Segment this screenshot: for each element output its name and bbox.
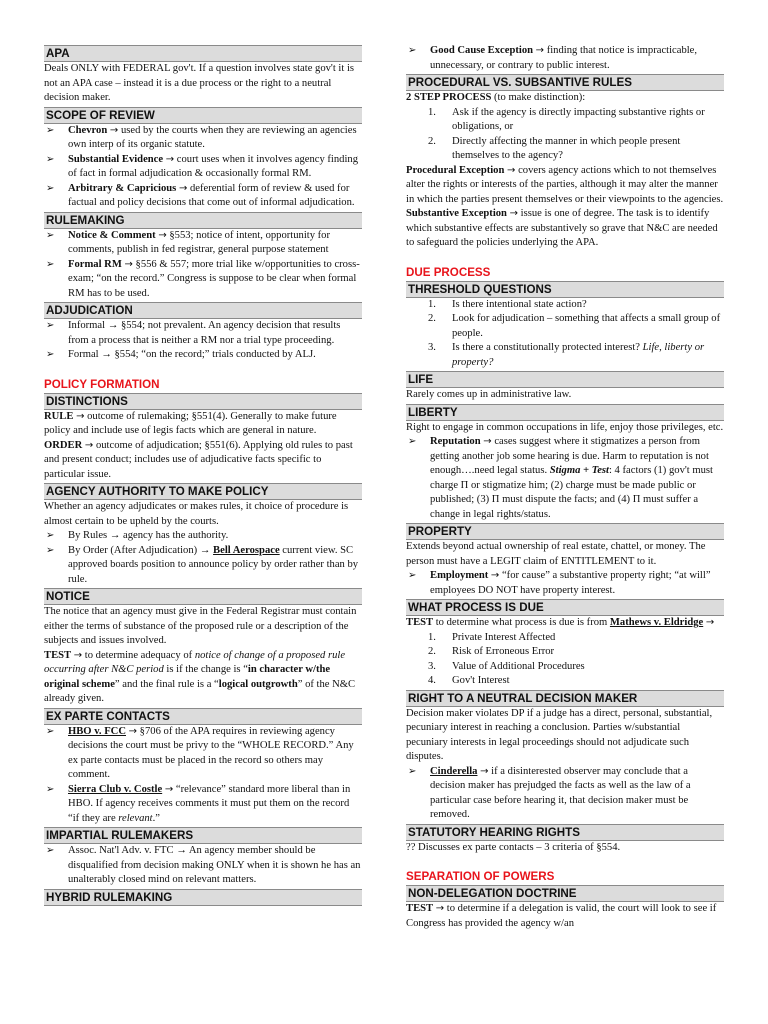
list-item: 1. Private Interest Affected [428, 631, 556, 643]
notice-text: The notice that an agency must give in the Federal Registrar must contain either the terms of substance of the proposed rule or a description of the subjects and issues involved. [44, 606, 357, 646]
section-header-property: PROPERTY [406, 523, 724, 540]
list-item: ➢ Cinderella → if a disinterested observer may conclude that a decision maker has prejudged the facts as well as the law of a particular case before hearing it, that decision maker must be removed. [406, 765, 724, 823]
list-item: 3. Value of Additional Procedures [428, 660, 585, 672]
list-item: ➢ Good Cause Exception → finding that notice is impracticable, unnecessary, or contrary to public interest. [406, 44, 724, 73]
section-header-impartial: IMPARTIAL RULEMAKERS [44, 827, 362, 844]
rulemaking-list [44, 229, 362, 302]
list-item: ➢ Substantial Evidence → court uses when it involves agency finding of fact in formal adjudication & occasionally formal RM. [44, 153, 362, 182]
rule-definition: RULE → outcome of rulemaking; §551(4). Generally to make future policy and include use of legis facts which are general in nature. [44, 410, 337, 436]
liberty-list [406, 435, 724, 522]
section-header-life: LIFE [406, 371, 724, 388]
section-header-distinctions: DISTINCTIONS [44, 393, 362, 410]
list-item: ➢ By Rules → agency has the authority. [44, 529, 362, 544]
liberty-text: Right to engage in common occupations in life, enjoy those privileges, etc. [406, 421, 724, 433]
statutory-text: ?? Discusses ex parte contacts – 3 criteria of §554. [406, 841, 621, 853]
section-header-hybrid: HYBRID RULEMAKING [44, 889, 362, 906]
list-item: ➢ By Order (After Adjudication) → Bell Aerospace current view. SC approved boards position to announce policy by order rather than by rule. [44, 544, 362, 588]
section-header-authority: AGENCY AUTHORITY TO MAKE POLICY [44, 483, 362, 500]
section-header-adjudication: ADJUDICATION [44, 302, 362, 319]
section-header-nondelegation: NON-DELEGATION DOCTRINE [406, 885, 724, 902]
section-header-scope: SCOPE OF REVIEW [44, 107, 362, 124]
section-header-proc-vs-sub: PROCEDURAL VS. SUBSANTIVE RULES [406, 74, 724, 91]
list-item: 3. Is there a constitutionally protected interest? Life, liberty or property? [428, 342, 705, 368]
nondelegation-test: TEST → to determine if a delegation is valid, the court will look to see if Congress has provided the agency w/an [406, 903, 717, 929]
neutral-list [406, 765, 724, 823]
left-column [44, 44, 362, 906]
list-item: ➢ Arbitrary & Capricious → deferential form of review & used for factual and policy decisions that come out of informal adjudication. [44, 182, 362, 211]
list-item: 1. Is there intentional state action? [428, 298, 587, 310]
section-header-what-process: WHAT PROCESS IS DUE [406, 599, 724, 616]
authority-list [44, 529, 362, 587]
right-column [406, 44, 724, 931]
good-cause-list [406, 44, 724, 73]
what-process-test: TEST to determine what process is due is from Mathews v. Eldridge → [406, 617, 715, 628]
authority-text: Whether an agency adjudicates or makes rules, it choice of procedure is almost certain to be upheld by the courts. [44, 501, 349, 527]
apa-text: Deals ONLY with FEDERAL gov't. If a question involves state gov't it is not an APA case – instead it is a due process or the right to a neutral decision maker. [44, 63, 355, 103]
section-header-liberty: LIBERTY [406, 404, 724, 421]
list-item: ➢ Formal RM → §556 & 557; more trial like w/opportunities to cross-exam; “on the record.” Congress is suppose to be clear when formal RM has to be used. [44, 258, 362, 302]
section-header-ex-parte: EX PARTE CONTACTS [44, 708, 362, 725]
list-item: 2. Look for adjudication – something that affects a small group of people. [428, 313, 721, 339]
ex-parte-list [44, 725, 362, 827]
threshold-list [406, 298, 724, 371]
two-step-list [406, 106, 724, 164]
section-title-separation: SEPARATION OF POWERS [406, 870, 555, 883]
list-item: 2. Directly affecting the manner in which people present themselves to the agency? [428, 135, 681, 161]
neutral-text: Decision maker violates DP if a judge has a direct, personal, substantial, pecuniary interest in reaching a conclusion. Parties w/substantial pecuniary interests in legal proceedings should not adjudicate such disputes. [406, 707, 713, 762]
property-text: Extends beyond actual ownership of real estate, chattel, or money. The person must have a LEGIT claim of ENTITLEMENT to it. [406, 541, 706, 567]
list-item: ➢ HBO v. FCC → §706 of the APA requires in reviewing agency decisions the court must be privy to the “WHOLE RECORD.” Any ex parte contacts must be placed in the record so others may comment. [44, 725, 362, 783]
adjudication-list [44, 319, 362, 363]
property-list [406, 569, 724, 598]
order-definition: ORDER → outcome of adjudication; §551(6). Applying old rules to past and present conduct; includes use of adjudicative facts specific to particular issue. [44, 439, 353, 480]
list-item: ➢ Assoc. Nat'l Adv. v. FTC → An agency member should be disqualified from decision making ONLY when it is shown he has an unalterably closed mind on relevant matters. [44, 844, 362, 888]
section-header-neutral: RIGHT TO A NEUTRAL DECISION MAKER [406, 690, 724, 707]
scope-list [44, 124, 362, 211]
two-step-label: 2 STEP PROCESS (to make distinction): [406, 92, 586, 103]
substantive-exception: Substantive Exception → issue is one of degree. The task is to identify which substantive effects are substantively so grave that N&C are needed to safeguard the policies underlying the APA. [406, 208, 718, 248]
list-item: ➢ Notice & Comment → §553; notice of intent, opportunity for comments, publish in fed registrar, general purpose statement [44, 229, 362, 258]
section-header-rulemaking: RULEMAKING [44, 212, 362, 229]
list-item: 2. Risk of Erroneous Error [428, 646, 555, 657]
mathews-factors-list [406, 631, 724, 689]
procedural-exception: Procedural Exception → covers agency actions which to not themselves alter the rights or interests of the parties, although it may alter the manner in which the parties present themselves or their viewpoints to the agencies. [406, 164, 724, 205]
section-title-due-process: DUE PROCESS [406, 265, 491, 279]
life-text: Rarely comes up in administrative law. [406, 389, 572, 400]
section-title-policy-formation: POLICY FORMATION [44, 377, 160, 391]
list-item: ➢ Reputation → cases suggest where it stigmatizes a person from getting another job some hearing is due. Harm to reputation is not enough….need legal status. Stigma + Test: 4 factors (1) gov't must charge Π or stigmatize him; (2) charge must be made public or published; (3) Π must dispute the facts; and (4) Π must suffer a change in legal rights/status. [406, 435, 724, 522]
list-item: 4. Gov't Interest [428, 675, 510, 686]
section-header-apa: APA [44, 45, 362, 62]
list-item: ➢ Employment → “for cause” a substantive property right; “at will” employees DO NOT have property interest. [406, 569, 724, 598]
list-item: ➢ Sierra Club v. Costle → “relevance” standard more liberal than in HBO. If agency receives comments it must put them on the record “if they are relevant.” [44, 783, 362, 827]
list-item: 1. Ask if the agency is directly impacting substantive rights or obligations, or [428, 106, 705, 132]
section-header-notice: NOTICE [44, 588, 362, 605]
list-item: ➢ Chevron → used by the courts when they are reviewing an agencies own interp of its organic statute. [44, 124, 362, 153]
section-header-threshold: THRESHOLD QUESTIONS [406, 281, 724, 298]
list-item: ➢ Formal → §554; “on the record;” trials conducted by ALJ. [44, 348, 362, 363]
section-header-statutory: STATUTORY HEARING RIGHTS [406, 824, 724, 841]
impartial-list [44, 844, 362, 888]
list-item: ➢ Informal → §554; not prevalent. An agency decision that results from a process that is neither a RM nor a trial type proceeding. [44, 319, 362, 348]
notice-test: TEST → to determine adequacy of notice of change of a proposed rule occurring after N&C period is if the change is “in character w/the original scheme” and the final rule is a “logical outgrowth” of the N&C already given. [44, 649, 356, 704]
